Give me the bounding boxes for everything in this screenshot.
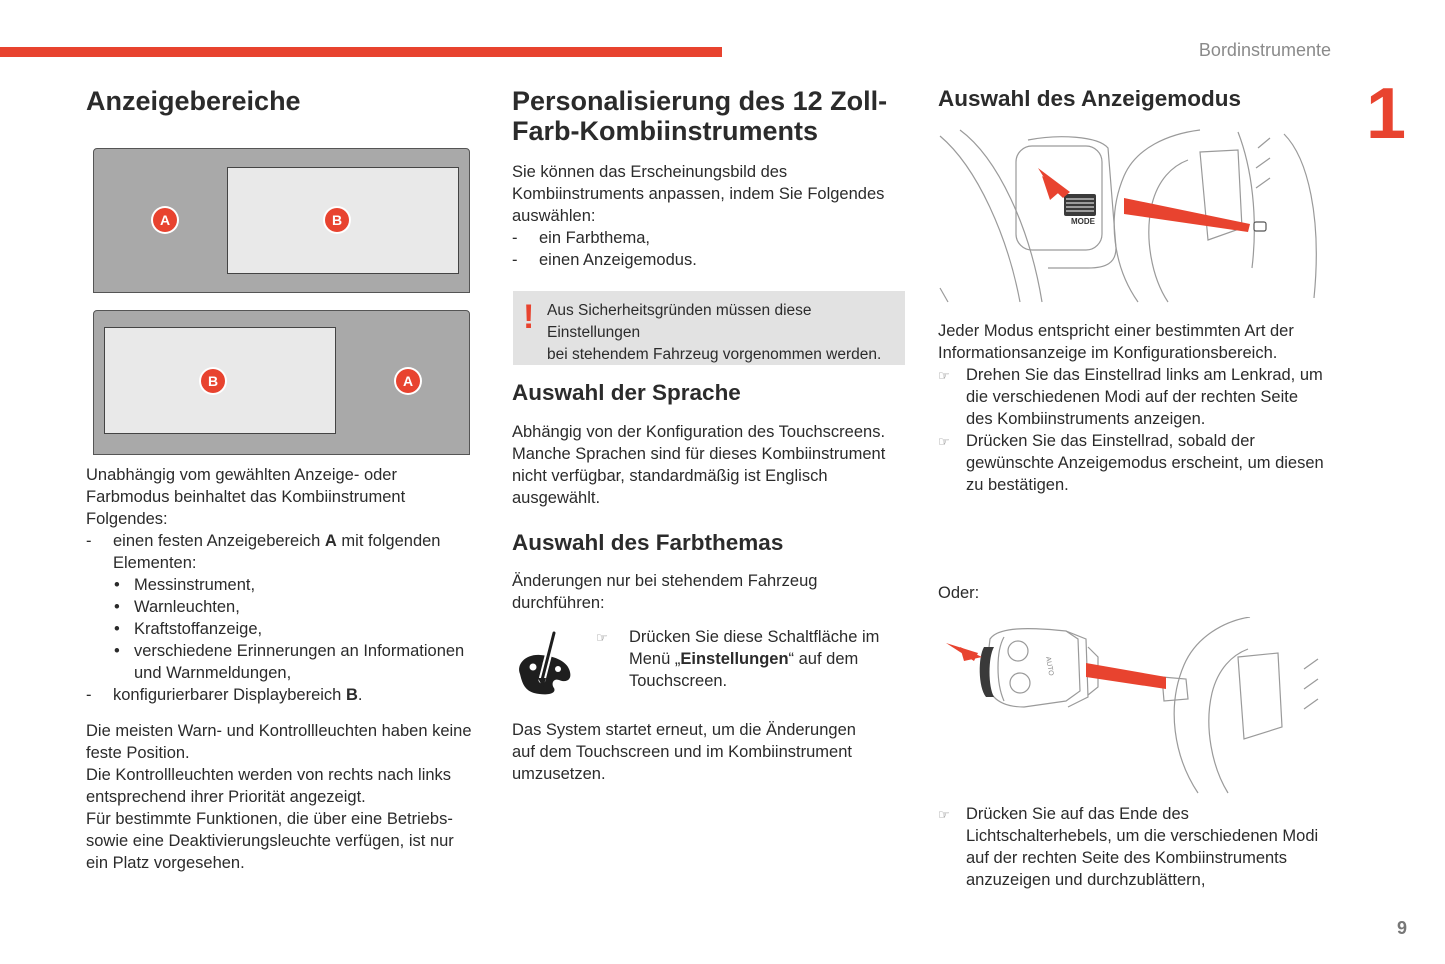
badge-a-top: A [153,208,177,232]
display-mode-text: Jeder Modus entspricht einer bestimmten Art der Informationsanzeige im Konfigurationsbereich. ☞ Drehen Sie das Einstellrad links am Lenkrad, um die verschiedenen Modi auf der rechten Seite des Kombiinstruments anzeigen. ☞ Drücken Sie das Einstellrad, sobald der gewünschte Anzeigemodus erscheint, um diesen zu bestätigen. [938,320,1338,496]
language-text: Abhängig von der Konfiguration des Touchscreens. Manche Sprachen sind für dieses Kombiinstrument nicht verfügbar, standardmäßig ist Englisch ausgewählt. [512,423,886,507]
hand-pointer-icon: ☞ [938,434,950,449]
intro-line: Farbmodus beinhaltet das Kombiinstrument [86,488,406,506]
list-item-fixed-area: - einen festen Anzeigebereich A mit folgenden [86,532,441,550]
theme-step: ☞ Drücken Sie diese Schaltfläche im Menü „Einstellungen“ auf dem Touchscreen. [596,628,880,690]
steering-wheel-mode-illustration [938,128,1332,304]
color-theme-title: Auswahl des Farbthemas [512,530,784,555]
badge-a-bottom: A [396,369,420,393]
badge-b-bottom: B [201,369,225,393]
personalisation-intro: Sie können das Erscheinungsbild des Kombiinstruments anpassen, indem Sie Folgendes auswählen: - ein Farbthema, - einen Anzeigemodus. [512,161,904,271]
warning-icon: ! [523,298,535,336]
mode-step-rotate: ☞ Drehen Sie das Einstellrad links am Lenkrad, um die verschiedenen Modi auf der rechten Seite des Kombiinstruments anzeigen. [938,366,1323,428]
cluster-layout-top [93,148,470,293]
sub-list-item: • verschiedene Erinnerungen an Informationen [114,642,465,660]
personalisation-title: Personalisierung des 12 Zoll- Farb-Kombiinstruments [512,86,888,146]
warning-lamps-text: Die meisten Warn- und Kontrollleuchten haben keine feste Position. Die Kontrollleuchten werden von rechts nach links entsprechend ihrer Priorität angezeigt. Für bestimmte Funktionen, die über eine Betriebs- sowie eine Deaktivierungsleuchte verfügen, ist nur ein Platz vorgesehen. [86,722,472,872]
sub-list-item: • Warnleuchten, [114,598,240,616]
restart-text: Das System startet erneut, um die Änderungen auf dem Touchscreen und im Kombiinstrument umzusetzen. [512,721,856,783]
page-number: 9 [1396,918,1407,938]
auto-label: AUTO [1044,656,1055,677]
list-item: - ein Farbthema, [512,229,650,247]
hand-pointer-icon: ☞ [938,368,950,383]
top-accent-bar [0,47,722,57]
mode-step-press: ☞ Drücken Sie das Einstellrad, sobald der gewünschte Anzeigemodus erscheint, um diesen zu bestätigen. [938,432,1324,494]
hand-pointer-icon: ☞ [938,807,950,822]
list-item-configurable-area: - konfigurierbarer Displaybereich B. [86,686,363,704]
hand-pointer-icon: ☞ [596,630,608,645]
list-item-continuation: Elementen: [113,554,197,572]
display-areas-figure [92,147,472,457]
settings-palette-icon [512,628,578,698]
sub-list-item-continuation: und Warnmeldungen, [134,664,292,682]
list-item: - einen Anzeigemodus. [512,251,697,269]
light-stalk-step: ☞ Drücken Sie auf das Ende des Lichtschalterhebels, um die verschiedenen Modi auf der rechten Seite des Kombiinstruments anzuzeigen und durchzublättern, [938,805,1319,889]
color-theme-text: Änderungen nur bei stehendem Fahrzeug durchführen: [512,572,818,612]
dash-marker: - [86,532,92,550]
warning-text: Aus Sicherheitsgründen müssen diese Einstellungen bei stehendem Fahrzeug vorgenommen werden. [547,302,882,363]
language-title: Auswahl der Sprache [512,380,741,405]
or-label: Oder: [938,584,980,602]
sub-list-item: • Kraftstoffanzeige, [114,620,263,638]
mode-label: MODE [1071,217,1095,226]
dash-marker: - [86,686,92,704]
intro-line: Unabhängig vom gewählten Anzeige- oder [86,466,397,484]
display-mode-title: Auswahl des Anzeigemodus [938,86,1241,111]
safety-warning-box [513,291,905,365]
light-stalk-illustration [938,617,1332,795]
display-areas-text [86,464,486,706]
badge-b-top: B [325,208,349,232]
section-name: Bordinstrumente [1198,40,1331,60]
cluster-layout-bottom [93,310,470,455]
display-areas-title: Anzeigebereiche [86,86,301,116]
intro-line: Folgendes: [86,510,168,528]
sub-list-item: • Messinstrument, [114,576,256,594]
chapter-number: 1 [1366,74,1407,154]
